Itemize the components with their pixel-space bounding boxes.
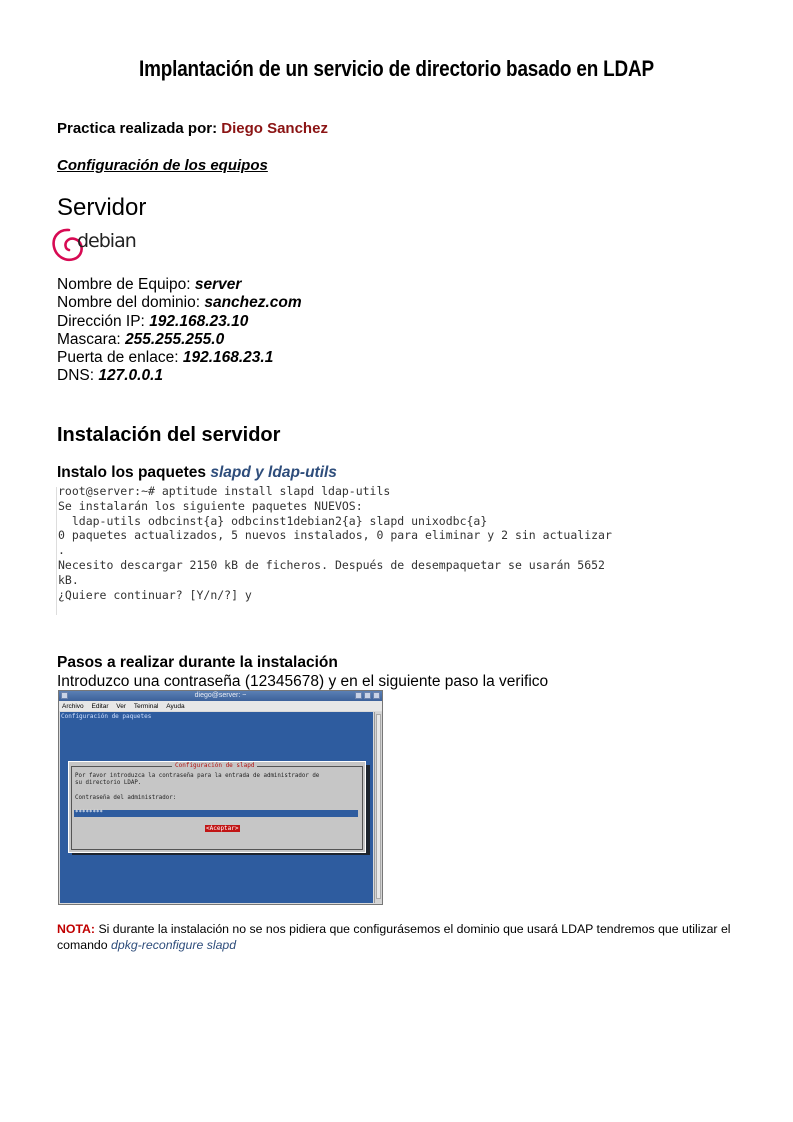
info-row: Nombre de Equipo: server — [57, 276, 242, 293]
document-title: Implantación de un servicio de directorio basado en LDAP — [138, 56, 654, 81]
menu-archivo: Archivo — [62, 703, 84, 710]
minimize-icon — [355, 692, 362, 699]
section-config-heading: Configuración de los equipos — [57, 157, 268, 174]
packages-heading: Instalo los paquetes slapd y ldap-utils — [57, 464, 337, 481]
terminal-output: root@server:~# aptitude install slapd ldap-utils Se instalarán los siguiente paquetes NUEVOS: ldap-utils odbcinst{a} odbcinst1debian2{a} slapd unixodbc{a} 0 paquetes actualizados, 5 nuevos instalados, 0 para eliminar y 2 sin actualizar . Necesito descargar 2150 kB de ficheros. Después de desempaquetar se usarán 5652 kB. ¿Quiere continuar? [Y/n/?] y — [58, 484, 612, 602]
window-menubar — [59, 701, 382, 711]
menu-ver: Ver — [116, 703, 127, 710]
menu-editar: Editar — [91, 703, 109, 710]
install-heading: Instalación del servidor — [57, 424, 281, 446]
window-title: diego@server: ~ — [194, 692, 247, 699]
note-label: NOTA: — [57, 922, 96, 936]
menu-terminal: Terminal — [133, 703, 159, 710]
info-row: Puerta de enlace: 192.168.23.1 — [57, 349, 274, 367]
accept-button: <Aceptar> — [206, 825, 239, 832]
window-titlebar — [59, 691, 382, 701]
dialog-text: Por favor introduzca la contraseña para la entrada de administrador de su directorio LDAP. — [75, 773, 320, 786]
slapd-dialog — [68, 761, 366, 853]
password-label: Contraseña del administrador: — [75, 795, 177, 801]
server-info — [57, 276, 302, 386]
maximize-icon — [364, 692, 371, 699]
window-scrollbar — [374, 712, 382, 903]
server-heading: Servidor — [57, 194, 147, 221]
note-paragraph — [57, 922, 747, 953]
info-row: Dirección IP: 192.168.23.10 — [57, 312, 249, 330]
info-row: DNS: 127.0.0.1 — [57, 367, 164, 385]
screen-header: Configuración de paquetes — [61, 713, 152, 720]
terminal-gutter — [56, 487, 57, 615]
password-field: ******** — [74, 810, 358, 817]
close-icon — [373, 692, 380, 699]
info-row: Nombre del dominio: sanchez.com — [57, 294, 302, 312]
package-names: slapd y ldap-utils — [210, 464, 337, 481]
note-command: dpkg-reconfigure slapd — [111, 937, 237, 952]
debian-logo — [50, 224, 140, 264]
author-label: Practica realizada por: — [57, 120, 218, 137]
author-line — [57, 120, 328, 137]
scrollbar-thumb — [376, 714, 381, 899]
steps-heading: Pasos a realizar durante la instalación — [57, 654, 338, 671]
author-name: Diego Sanchez — [221, 120, 328, 137]
dialog-title: Configuración de slapd — [172, 762, 257, 769]
steps-intro: Introduzco una contraseña (12345678) y en el siguiente paso la verifico — [57, 673, 549, 690]
menu-ayuda: Ayuda — [166, 703, 185, 710]
info-row: Mascara: 255.255.255.0 — [57, 330, 225, 348]
terminal-screenshot — [58, 690, 383, 905]
terminal-screen — [60, 712, 373, 903]
note-text: Si durante la instalación no se nos pidiera que configurásemos el dominio que usará LDAP tendremos que utilizar el comando — [57, 922, 731, 952]
debian-wordmark: debian — [77, 230, 136, 252]
